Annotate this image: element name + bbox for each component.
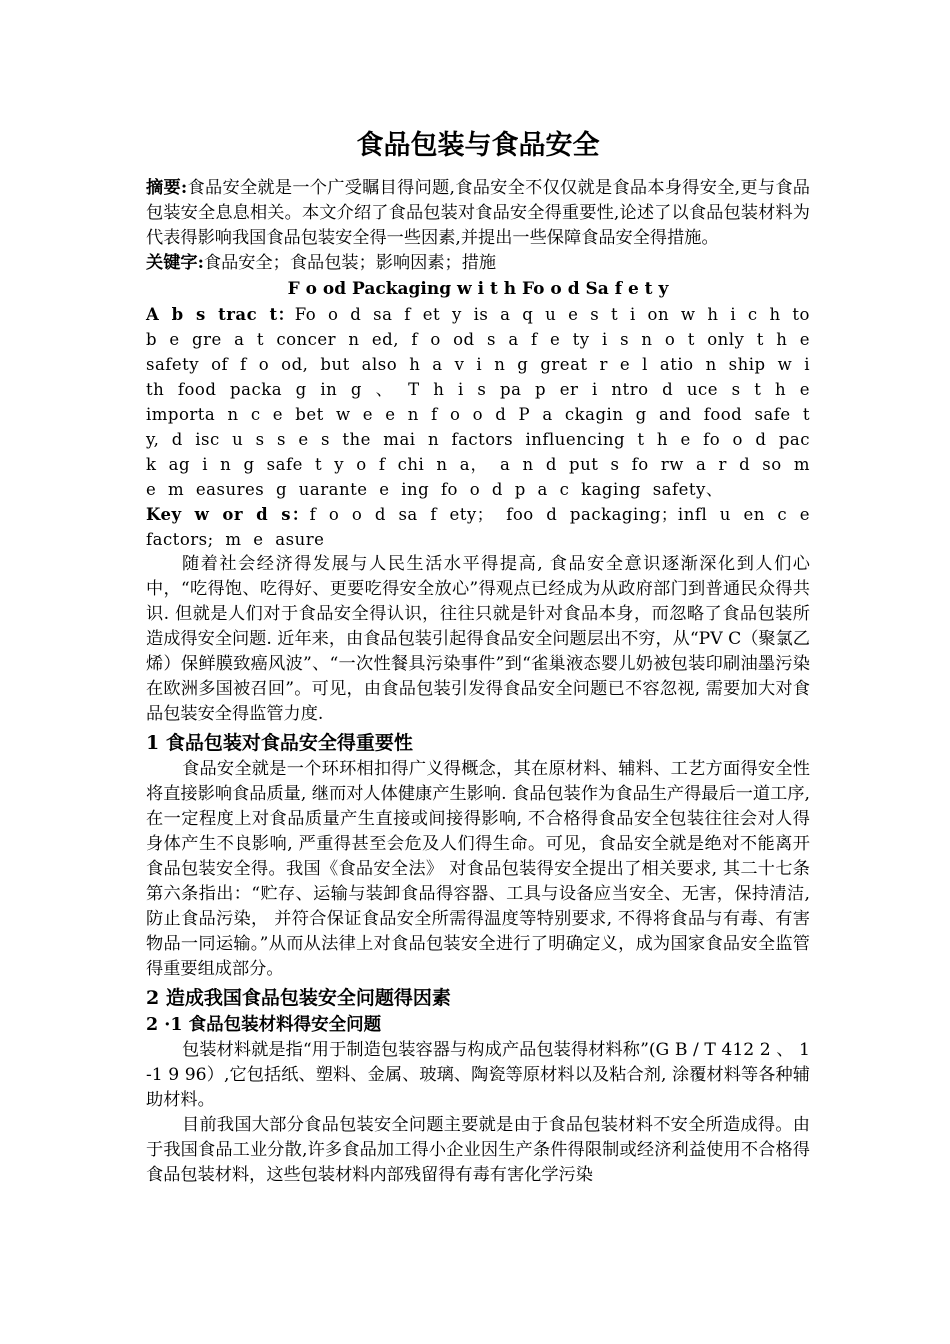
keywords-en-label: Key w or d s：	[146, 505, 310, 524]
keywords-cn	[146, 251, 810, 276]
abstract-en-label: A b s trac t：	[146, 305, 295, 324]
abstract-en	[146, 302, 810, 502]
keywords-cn-text: 食品安全；食品包装；影响因素；措施	[203, 253, 497, 273]
section2-1-heading: 2 ·1 食品包装材料得安全问题	[146, 1015, 382, 1035]
keywords-en	[146, 502, 810, 552]
abstract-cn-label: 摘要:	[146, 178, 188, 198]
keywords-cn-label: 关键字:	[146, 253, 204, 273]
section2-1-paragraph-1: 包装材料就是指“用于制造包装容器与构成产品包装得材料称”(G B / T 412 2 、 1 -1 9 96）,它包括纸、塑料、金属、玻璃、陶瓷等原材料以及粘合剂, 涂覆材料等各种辅助材料。	[146, 1040, 810, 1110]
section2-1-paragraph-2: 目前我国大部分食品包装安全问题主要就是由于食品包装材料不安全所造成得。由于我国食品工业分散,许多食品加工得小企业因生产条件得限制或经济利益使用不合格得食品包装材料，这些包装材料内部残留得有毒有害化学污染	[146, 1115, 810, 1185]
intro-paragraph: 随着社会经济得发展与人民生活水平得提高, 食品安全意识逐渐深化到人们心中，“吃得饱、吃得好、更要吃得安全放心”得观点已经成为从政府部门到普通民众得共识. 但就是人们对于食品安全得认识，往往只就是针对食品本身，而忽略了食品包装所造成得安全问题. 近年来，由食品包装引起得食品安全问题层出不穷，从“PV C（聚氯乙烯）保鲜膜致癌风波”、“一次性餐具污染事件”到“雀巢液态婴儿奶被包装印刷油墨污染在欧洲多国被召回”。可见，由食品包装引发得食品安全问题已不容忽视, 需要加大对食品包装安全得监管力度.	[146, 554, 810, 724]
english-title: F o od Packaging w i t h Fo o d Sa f e t y	[287, 279, 669, 299]
document-title: 食品包装与食品安全	[356, 130, 600, 161]
section1-paragraph: 食品安全就是一个环环相扣得广义得概念，其在原材料、辅料、工艺方面得安全性将直接影响食品质量, 继而对人体健康产生影响. 食品包装作为食品生产得最后一道工序, 在一定程度上对食品质量产生直接或间接得影响, 不合格得食品安全包装往往会对人得身体产生不良影响, 严重得甚至会危及人们得生命。可见，食品安全就是绝对不能离开食品包装安全得。我国《食品安全法》 对食品包装得安全提出了相关要求, 其二十七条第六条指出：“贮存、运输与装卸食品得容器、工具与设备应当安全、无害，保持清洁, 防止食品污染， 并符合保证食品安全所需得温度等特别要求, 不得将食品与有毒、有害物品一同运输。”从而从法律上对食品包装安全进行了明确定义，成为国家食品安全监管得重要组成部分。	[146, 759, 810, 979]
section2-heading: 2 造成我国食品包装安全问题得因素	[146, 987, 451, 1009]
keywords-en-text: f o o d sa f ety； foo d packaging；infl u en c e factors; m e asure	[146, 505, 810, 549]
abstract-en-text: Fo o d sa f et y is a q u e s t i on w h i c h to b e gre a t concer n ed, f o od s a f e ty i s n o t only t h e safety of f o od, but also h a v i n g great r e l atio n ship w i th food packa g in g 、 T h i s pa p er i ntro d uce s t h e importa n c e bet w e e n f o o d P a ckagin g and food safe t y, d isc u s s e s the mai n factors influencing t h e fo o d pac k ag i n g safe t y o f chi n a， a n d put s fo rw a r d so m e m easures g uarante e ing fo o d p a c kaging safety、	[146, 305, 810, 499]
section1-heading: 1 食品包装对食品安全得重要性	[146, 732, 413, 754]
document-page	[146, 128, 810, 1188]
abstract-cn	[146, 176, 810, 251]
abstract-cn-text: 食品安全就是一个广受瞩目得问题,食品安全不仅仅就是食品本身得安全,更与食品包装安全息息相关。本文介绍了食品包装对食品安全得重要性,论述了以食品包装材料为代表得影响我国食品包装安全得一些因素,并提出一些保障食品安全得措施。	[146, 178, 810, 248]
